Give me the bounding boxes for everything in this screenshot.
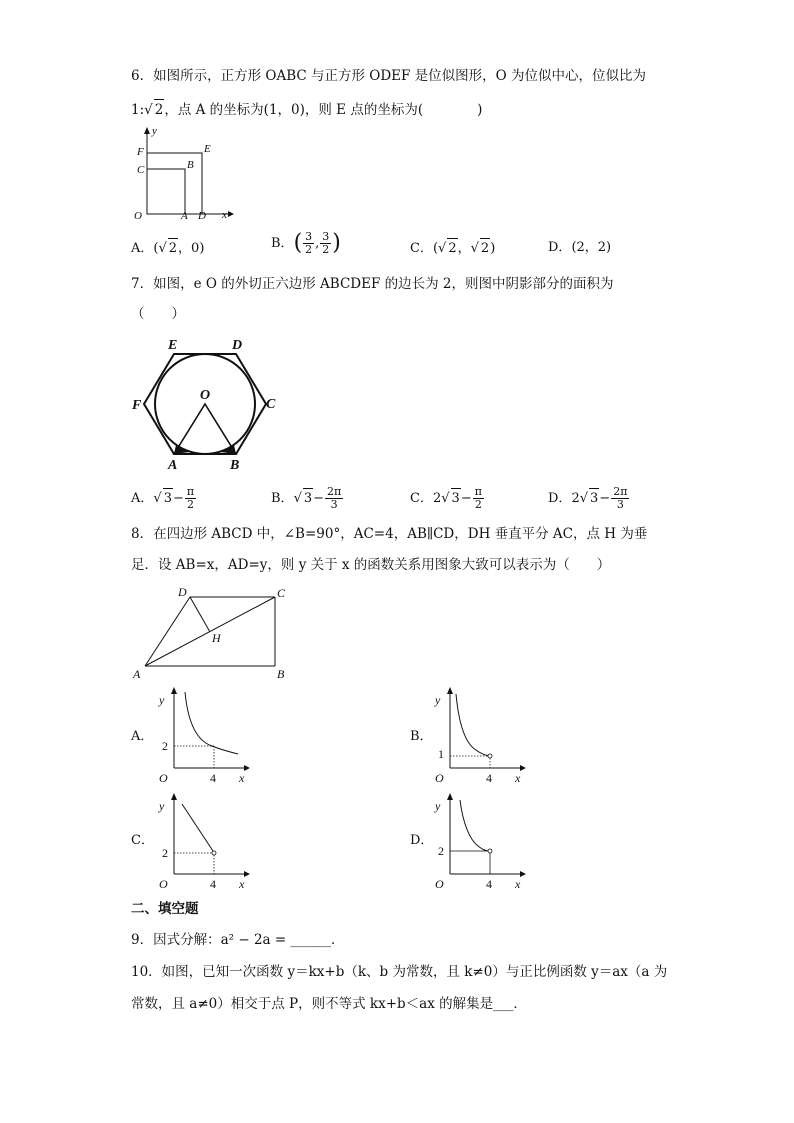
graph-a-ytick: 2 xyxy=(162,739,168,753)
q8-label-H: H xyxy=(212,631,221,645)
sqrt-symbol: √ xyxy=(438,241,447,256)
frac-num: 2π xyxy=(613,485,628,498)
q7-label-A: A xyxy=(168,458,178,473)
q6-label-A: A xyxy=(181,210,188,222)
open-paren: ( xyxy=(293,230,303,256)
q6-option-d[interactable] xyxy=(548,238,611,258)
q8-figure xyxy=(128,582,298,682)
graph-a-xtick: 4 xyxy=(210,771,216,785)
q6-label-B: B xyxy=(187,159,194,171)
q6-option-c-close: ) xyxy=(490,241,496,256)
q8-graph-d[interactable] xyxy=(428,792,528,892)
graph-b-ytick: 1 xyxy=(438,747,444,761)
q8-option-a-label[interactable]: A． xyxy=(131,729,154,744)
graph-b-O: O xyxy=(435,771,444,785)
q10-line1: 10．如图，已知一次函数 y＝kx+b（k、b 为常数，且 k≠0）与正比例函数 y＝ax（a 为 xyxy=(131,964,668,980)
q6-option-b-label: B． xyxy=(271,236,294,251)
section-title: 二、填空题 xyxy=(131,901,199,917)
q8-option-c-label[interactable]: C． xyxy=(131,833,154,848)
sqrt-symbol: √ xyxy=(144,102,153,118)
q6-figure xyxy=(128,122,238,226)
frac-num: 3 xyxy=(305,230,313,243)
q6-option-c-comma: ， xyxy=(457,241,471,256)
q7-option-c-root: 3 xyxy=(451,488,461,509)
frac-den: 2 xyxy=(474,498,482,511)
graph-b-x: x xyxy=(515,771,521,785)
frac-den: 2 xyxy=(305,243,313,256)
close-paren: ) xyxy=(332,230,341,256)
sqrt-symbol: √ xyxy=(293,491,302,506)
q7-label-C: C xyxy=(266,397,276,412)
q6-label-x: x xyxy=(222,209,227,221)
q6-label-F: F xyxy=(137,146,144,158)
q7-option-a-frac xyxy=(185,486,196,511)
coef: 2 xyxy=(432,491,442,506)
q6-line2-rest: ，点 A 的坐标为(1，0)，则 E 点的坐标为( ) xyxy=(164,102,483,118)
graph-d-O: O xyxy=(435,877,444,891)
minus: − xyxy=(460,491,472,506)
q6-option-c-open: ( xyxy=(432,241,439,256)
q7-option-a-label: A． xyxy=(131,491,154,506)
q7-label-D: D xyxy=(232,338,243,353)
graph-c-xtick: 4 xyxy=(210,877,216,891)
graph-a-O: O xyxy=(159,771,168,785)
q8-graph-b[interactable] xyxy=(428,686,528,786)
graph-c-ytick: 2 xyxy=(162,846,168,860)
q7-option-c-frac xyxy=(473,486,484,511)
minus: − xyxy=(599,491,611,506)
q7-option-d[interactable] xyxy=(548,486,630,511)
frac-den: 3 xyxy=(330,498,338,511)
q8-line2: 足．设 AB=x，AD=y，则 y 关于 x 的函数关系用图象大致可以表示为（ ） xyxy=(131,557,611,573)
q6-option-a-label: A． xyxy=(131,241,154,256)
q7-figure xyxy=(130,332,280,476)
q6-line2 xyxy=(131,99,482,120)
frac-num: 2π xyxy=(327,485,342,498)
graph-c-O: O xyxy=(159,877,168,891)
q7-option-b[interactable] xyxy=(271,486,344,511)
q7-option-b-label: B． xyxy=(271,491,294,506)
q6-option-a-root: 2 xyxy=(168,238,178,259)
q6-label-O: O xyxy=(134,210,142,222)
minus: − xyxy=(172,491,184,506)
q10-line2: 常数，且 a≠0）相交于点 P，则不等式 kx+b＜ax 的解集是___． xyxy=(131,996,527,1012)
q7-label-O: O xyxy=(200,388,211,403)
graph-c-y: y xyxy=(159,799,165,813)
sqrt-symbol: √ xyxy=(158,241,167,256)
q7-option-a-root: 3 xyxy=(163,488,173,509)
q6-option-a-open: ( xyxy=(153,241,159,256)
q7-option-b-root: 3 xyxy=(303,488,313,509)
q8-label-C: C xyxy=(277,586,286,600)
q6-option-b-frac2 xyxy=(320,231,331,256)
q7-line2: （ ） xyxy=(131,306,185,322)
frac-num: π xyxy=(186,485,195,498)
q6-label-C: C xyxy=(137,164,145,176)
q8-graph-c[interactable] xyxy=(152,792,252,892)
q8-option-d-label[interactable]: D． xyxy=(410,833,434,848)
graph-d-y: y xyxy=(435,799,441,813)
q8-option-b-label[interactable]: B． xyxy=(410,729,433,744)
q8-graph-a[interactable] xyxy=(152,686,252,786)
q8-label-D: D xyxy=(178,585,187,599)
q7-option-a[interactable] xyxy=(131,486,197,511)
q7-option-b-frac xyxy=(325,486,343,511)
frac-num: π xyxy=(474,485,482,498)
q6-ratio-prefix: 1: xyxy=(131,102,145,118)
q8-label-A: A xyxy=(133,667,141,681)
q7-option-c[interactable] xyxy=(410,486,485,511)
q6-label-y: y xyxy=(152,125,157,137)
q7-label-B: B xyxy=(230,458,240,473)
q6-option-d-label: D． xyxy=(548,240,572,255)
q6-option-c-root1: 2 xyxy=(447,238,457,259)
q7-option-d-label: D． xyxy=(548,491,572,506)
q7-line1: 7．如图，e O 的外切正六边形 ABCDEF 的边长为 2，则图中阴影部分的面积为 xyxy=(131,276,614,292)
sqrt-symbol: √ xyxy=(470,241,479,256)
minus: − xyxy=(313,491,325,506)
q6-label-E: E xyxy=(204,143,211,155)
graph-a-x: x xyxy=(239,771,245,785)
q8-label-B: B xyxy=(277,667,285,681)
graph-d-xtick: 4 xyxy=(486,877,492,891)
frac-num: 3 xyxy=(322,230,330,243)
graph-c-x: x xyxy=(239,877,245,891)
sqrt-symbol: √ xyxy=(441,491,450,506)
graph-b-xtick: 4 xyxy=(486,771,492,785)
graph-a-y: y xyxy=(159,693,165,707)
graph-d-ytick: 2 xyxy=(438,844,444,858)
frac-den: 2 xyxy=(322,243,330,256)
graph-d-x: x xyxy=(515,877,521,891)
q7-option-c-label: C． xyxy=(410,491,433,506)
q6-option-d-text: (2，2) xyxy=(571,240,612,255)
coef: 2 xyxy=(571,491,580,506)
graph-b-y: y xyxy=(435,693,441,707)
q6-option-a-rest: ，0) xyxy=(178,241,205,256)
q6-option-b[interactable] xyxy=(271,231,341,256)
q6-option-c[interactable] xyxy=(410,238,495,259)
q7-label-F: F xyxy=(132,398,142,413)
q6-option-b-frac1 xyxy=(303,231,314,256)
q7-option-d-root: 3 xyxy=(589,488,599,509)
q8-line1: 8．在四边形 ABCD 中，∠B=90°，AC=4，AB∥CD，DH 垂直平分 AC，点 H 为垂 xyxy=(131,526,648,542)
comma: , xyxy=(315,236,320,251)
q6-option-c-root2: 2 xyxy=(480,238,490,259)
q9-text: 9．因式分解：a² − 2a = ______． xyxy=(131,932,345,948)
q6-option-a[interactable] xyxy=(131,238,204,259)
q6-option-c-label: C． xyxy=(410,241,433,256)
q6-line1: 6．如图所示，正方形 OABC 与正方形 ODEF 是位似图形，O 为位似中心，位似比为 xyxy=(131,68,647,84)
q6-label-D: D xyxy=(198,210,206,222)
frac-den: 3 xyxy=(616,498,624,511)
q6-ratio-root: 2 xyxy=(154,99,165,120)
frac-den: 2 xyxy=(186,498,194,511)
sqrt-symbol: √ xyxy=(579,491,589,506)
sqrt-symbol: √ xyxy=(153,491,162,506)
q7-option-d-frac xyxy=(611,486,629,511)
q7-label-E: E xyxy=(168,338,178,353)
